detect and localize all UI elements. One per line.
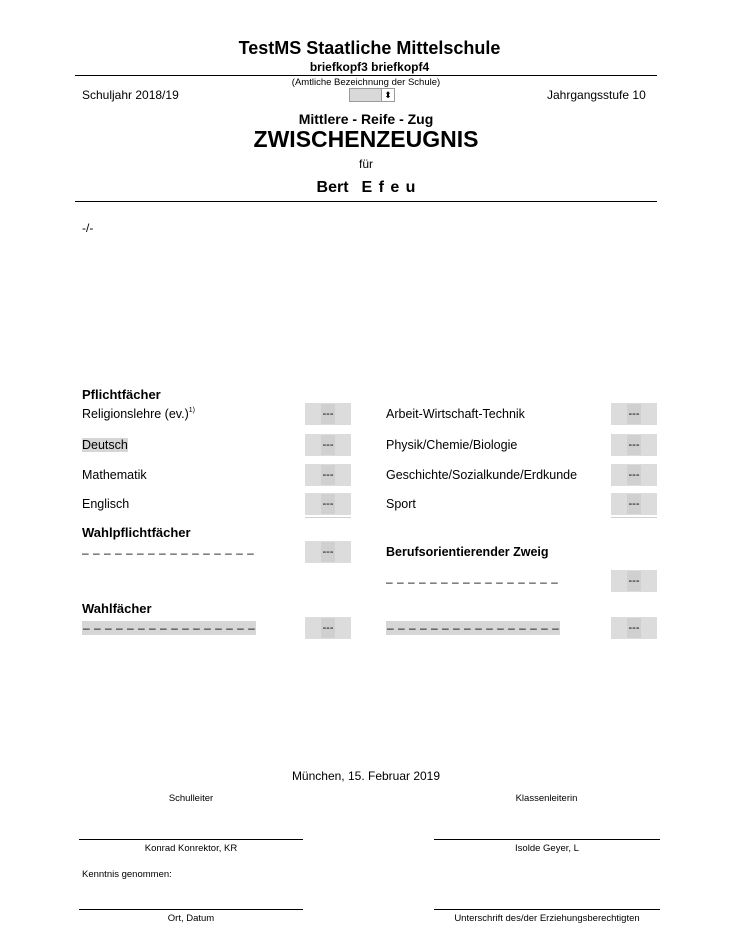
- chevron-down-icon: ⬍: [381, 89, 394, 101]
- subject-religion: [82, 407, 195, 421]
- acknowledged-label: Kenntnis genommen:: [82, 869, 172, 880]
- track-label: Mittlere - Reife - Zug: [298, 111, 434, 127]
- subject-englisch: Englisch: [82, 497, 130, 511]
- school-year: Schuljahr 2018/19: [82, 88, 179, 102]
- principal-signature-line: [79, 839, 303, 840]
- subject-label: Religionslehre (ev.): [82, 407, 189, 421]
- wahlpflicht-subject-placeholder[interactable]: – – – – – – – – – – – – – – – –: [82, 546, 255, 560]
- grade-englisch[interactable]: ---: [305, 493, 351, 515]
- berufs-heading: Berufsorientierender Zweig: [386, 545, 549, 559]
- grade-level: Jahrgangsstufe 10: [547, 88, 646, 102]
- guardian-signature-label: Unterschrift des/der Erziehungsberechtigten: [454, 913, 640, 924]
- grade-mathematik[interactable]: ---: [305, 464, 351, 486]
- teacher-name: Isolde Geyer, L: [515, 843, 579, 854]
- subject-mathematik: Mathematik: [82, 468, 147, 482]
- pflicht-heading: Pflichtfächer: [82, 387, 161, 402]
- wahl-right-placeholder[interactable]: – – – – – – – – – – – – – – – –: [387, 621, 560, 635]
- teacher-signature-line: [434, 839, 660, 840]
- grade-sport[interactable]: ---: [611, 493, 657, 515]
- footnote-marker: 1): [188, 407, 195, 414]
- grade-deutsch[interactable]: ---: [305, 434, 351, 456]
- place-date: München, 15. Februar 2019: [291, 769, 441, 783]
- place-date-line: [79, 909, 303, 910]
- letterhead: briefkopf3 briefkopf4: [309, 60, 430, 74]
- grade-wahlpflicht[interactable]: ---: [305, 541, 351, 563]
- grade-religion[interactable]: ---: [305, 403, 351, 425]
- grade-berufs[interactable]: ---: [611, 570, 657, 592]
- wahl-heading: Wahlfächer: [82, 601, 152, 616]
- wahl-left-placeholder[interactable]: – – – – – – – – – – – – – – – –: [83, 621, 256, 635]
- subject-pcb: Physik/Chemie/Biologie: [386, 438, 518, 452]
- place-date-label: Ort, Datum: [167, 913, 215, 924]
- guardian-signature-line: [434, 909, 660, 910]
- school-name: TestMS Staatliche Mittelschule: [238, 38, 501, 58]
- subject-awt: Arbeit-Wirtschaft-Technik: [386, 407, 525, 421]
- subject-sport: Sport: [386, 497, 416, 511]
- grade-wahl-left[interactable]: ---: [305, 617, 351, 639]
- document-title: ZWISCHENZEUGNIS: [253, 126, 479, 152]
- subject-deutsch[interactable]: Deutsch: [82, 438, 128, 452]
- berufs-subject-placeholder[interactable]: – – – – – – – – – – – – – – – –: [386, 575, 559, 589]
- teacher-title: Klassenleiterin: [515, 793, 578, 804]
- grade-awt[interactable]: ---: [611, 403, 657, 425]
- remark-text: -/-: [82, 221, 94, 235]
- school-type-select[interactable]: [349, 88, 395, 102]
- title-divider: [75, 201, 657, 202]
- grade-gse[interactable]: ---: [611, 464, 657, 486]
- for-label: für: [358, 157, 373, 171]
- principal-title: Schulleiter: [168, 793, 214, 804]
- grade-wahl-right[interactable]: ---: [611, 617, 657, 639]
- header-divider: [75, 75, 657, 76]
- student-name: Bert E f e u: [316, 179, 416, 196]
- wahlpflicht-heading: Wahlpflichtfächer: [82, 525, 191, 540]
- official-label: (Amtliche Bezeichnung der Schule): [291, 77, 441, 88]
- principal-name: Konrad Konrektor, KR: [144, 843, 238, 854]
- subject-gse: Geschichte/Sozialkunde/Erdkunde: [386, 468, 578, 482]
- grade-pcb[interactable]: ---: [611, 434, 657, 456]
